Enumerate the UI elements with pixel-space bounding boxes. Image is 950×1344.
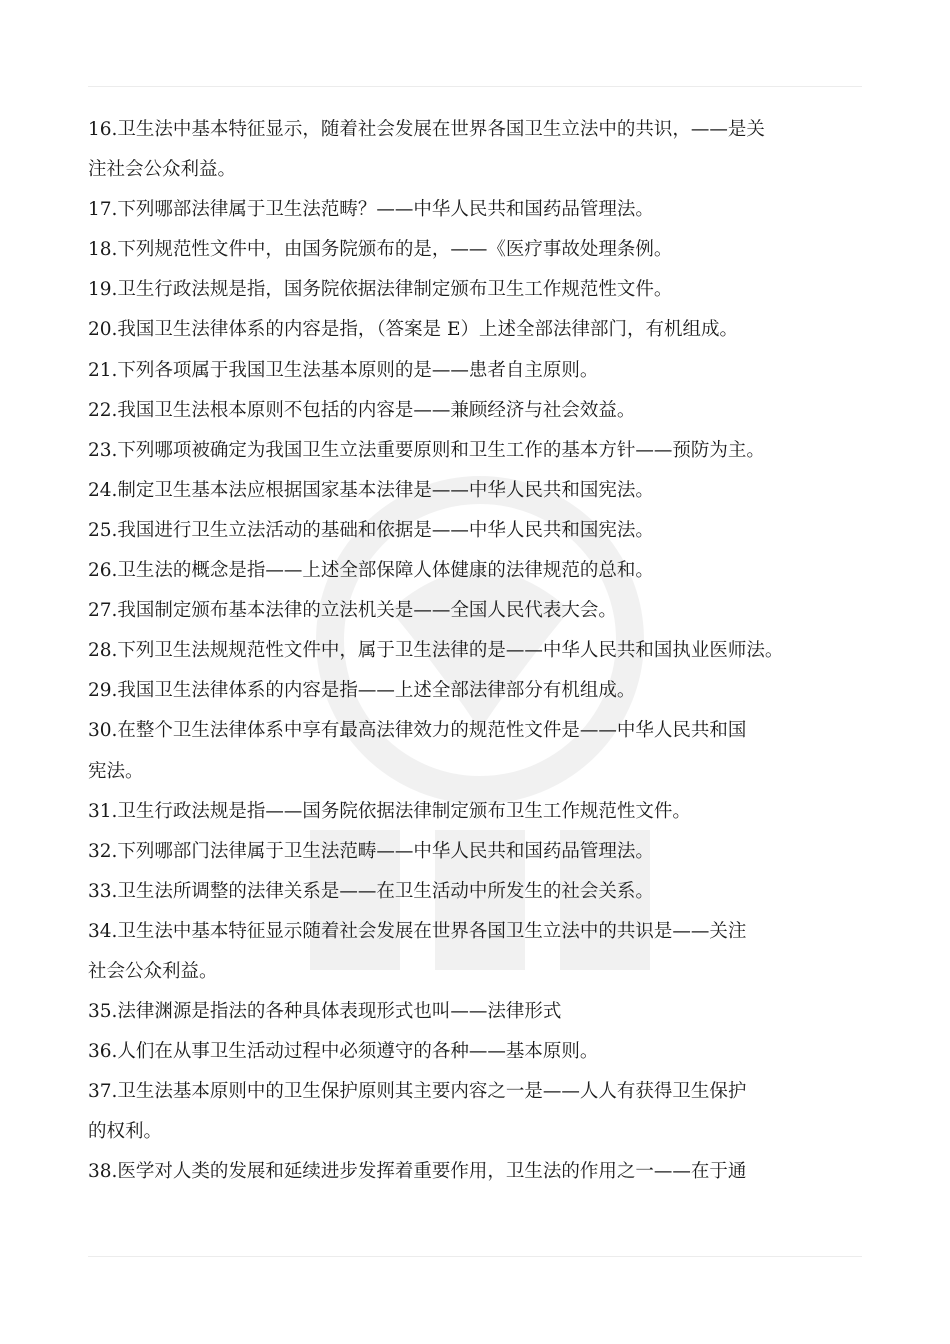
text-line: 注社会公众利益。 [88, 159, 237, 181]
text-line: 19.卫生行政法规是指，国务院依据法律制定颁布卫生工作规范性文件。 [88, 279, 673, 301]
text-line: 38.医学对人类的发展和延续进步发挥着重要作用，卫生法的作用之一——在于通 [88, 1161, 747, 1183]
text-line: 30.在整个卫生法律体系中享有最高法律效力的规范性文件是——中华人民共和国 [88, 720, 747, 742]
text-line: 18.下列规范性文件中，由国务院颁布的是，——《医疗事故处理条例。 [88, 239, 673, 261]
text-line: 31.卫生行政法规是指——国务院依据法律制定颁布卫生工作规范性文件。 [88, 800, 691, 822]
text-line: 20.我国卫生法律体系的内容是指，（答案是 E）上述全部法律部门，有机组成。 [88, 319, 739, 341]
text-line: 27.我国制定颁布基本法律的立法机关是——全国人民代表大会。 [88, 600, 617, 622]
text-line: 16.卫生法中基本特征显示，随着社会发展在世界各国卫生立法中的共识，——是关 [88, 119, 765, 140]
text-line: 26.卫生法的概念是指——上述全部保障人体健康的法律规范的总和。 [88, 560, 654, 582]
text-line: 24.制定卫生基本法应根据国家基本法律是——中华人民共和国宪法。 [88, 479, 654, 501]
text-line: 36.人们在从事卫生活动过程中必须遵守的各种——基本原则。 [88, 1041, 599, 1063]
text-line: 17.下列哪部法律属于卫生法范畴？——中华人民共和国药品管理法。 [88, 199, 654, 221]
text-line: 22.我国卫生法根本原则不包括的内容是——兼顾经济与社会效益。 [88, 399, 636, 421]
footer-divider [88, 1256, 862, 1257]
text-line: 的权利。 [88, 1121, 163, 1143]
text-line: 宪法。 [88, 760, 144, 782]
text-line: 28.下列卫生法规规范性文件中，属于卫生法律的是——中华人民共和国执业医师法。 [88, 640, 784, 662]
text-line: 25.我国进行卫生立法活动的基础和依据是——中华人民共和国宪法。 [88, 519, 654, 541]
text-line: 32.下列哪部门法律属于卫生法范畴——中华人民共和国药品管理法。 [88, 840, 654, 862]
text-line: 21.下列各项属于我国卫生法基本原则的是——患者自主原则。 [88, 359, 599, 381]
text-line: 社会公众利益。 [88, 960, 218, 982]
header-divider [88, 86, 862, 87]
text-line: 37.卫生法基本原则中的卫生保护原则其主要内容之一是——人人有获得卫生保护 [88, 1081, 747, 1103]
question-list [88, 110, 858, 1193]
text-line: 23.下列哪项被确定为我国卫生立法重要原则和卫生工作的基本方针——预防为主。 [88, 439, 765, 461]
text-line: 34.卫生法中基本特征显示随着社会发展在世界各国卫生立法中的共识是——关注 [88, 920, 747, 942]
text-line: 35.法律渊源是指法的各种具体表现形式也叫——法律形式 [88, 1001, 562, 1023]
text-line: 29.我国卫生法律体系的内容是指——上述全部法律部分有机组成。 [88, 680, 636, 702]
text-line: 33.卫生法所调整的法律关系是——在卫生活动中所发生的社会关系。 [88, 880, 654, 902]
